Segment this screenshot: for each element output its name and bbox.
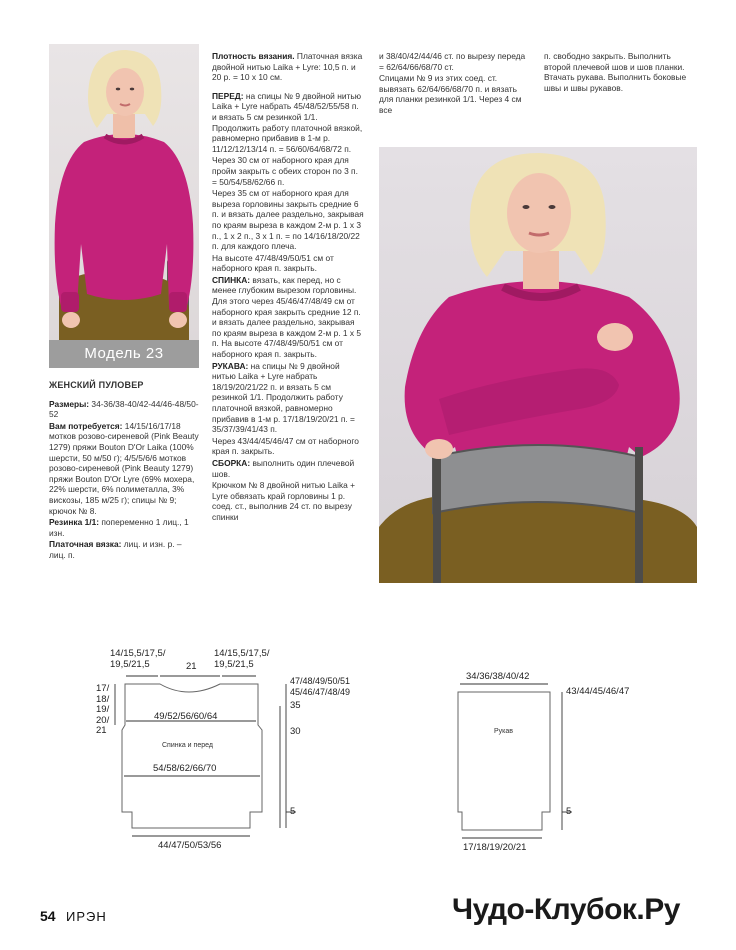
garter-text: лиц. и изн. р. – лиц. п. — [49, 539, 182, 560]
chest-width-2-dim: 54/58/62/66/70 — [153, 763, 217, 774]
armhole-paragraph: Через 30 см от наборного края для пройм закрыть с обеих сторон по 3 п. = 50/54/58/62/66 п. — [212, 155, 358, 187]
placket-paragraph: Спицами № 9 из этих соед. ст. вывязать 62/64/66/68/70 п. и вязать для планки резинкой 1/1. Через 4 см все — [379, 73, 522, 115]
sleeve-text: на спицы № 9 двойной нитью Laika + Lyre набрать 18/19/20/21/22 п. и вязать 5 см резинкой 1/1. Продолжить работу платочной вязкой, равномерно прибавив в 1-м р. 17/18/19/20/21 п. = 35/37/39/41/43 п. — [212, 360, 355, 435]
materials-label: Вам потребуется: — [49, 420, 123, 431]
density-text: Платочная вязка двойной нитью Laika + Lyre: 10,5 п. и 20 р. = 10 x 10 см. — [212, 51, 363, 83]
height-35-dim: 35 — [290, 700, 301, 711]
sleeve-piece-label: Рукав — [494, 728, 513, 735]
density-label: Плотность вязания. — [212, 51, 295, 61]
model-caption: Модель 23 — [49, 340, 199, 368]
front-bindoff-paragraph: На высоте 47/48/49/50/51 см от наборного края п. закрыть. — [212, 252, 334, 274]
model-photo-small — [49, 44, 199, 368]
neckline-paragraph: Через 35 см от наборного края для выреза горловины закрыть средние 6 п. и вязать далее раздельно, закрывая по краям выреза в каждом 2-м р. 1 x 3 п., 1 x 2 п., 3 x 1 п. = по 14/16/18/20/22 п. для каждого плеча. — [212, 188, 364, 252]
text-column-1 — [49, 380, 199, 562]
rib-text: попеременно 1 лиц., 1 изн. — [49, 517, 189, 538]
materials-paragraph — [49, 421, 199, 516]
rib-paragraph — [49, 517, 199, 538]
text-column-4 — [544, 51, 696, 94]
assembly-paragraph — [212, 458, 364, 479]
assembly-label: СБОРКА: — [212, 457, 251, 468]
model-photo-large — [379, 147, 697, 583]
shoulder-left-dim — [110, 648, 165, 670]
back-paragraph — [212, 275, 364, 360]
sleeve-label: РУКАВА: — [212, 360, 249, 371]
sizes-paragraph — [49, 399, 199, 420]
sleeve-bottom-width-dim: 17/18/19/20/21 — [463, 842, 527, 853]
text-column-3 — [379, 51, 531, 117]
sleeve-schematic-outline — [458, 692, 550, 830]
front-paragraph — [212, 91, 364, 155]
assembly-text: выполнить один плечевой шов. — [212, 457, 355, 479]
materials-text: 14/15/16/17/18 мотков розово-сиреневой (Pink Beauty 1279) пряжи Bouton D'Or Laika (100% шерсти, 50 м/50 г); 4/5/5/6/6 мотков розово-сиреневой (Pink Beauty 1279) пряжи Bouton D'Or Lyre (69% мохера, 22% шерсти, 6% полиметаллa, 3% вискозы, 185 м/25 г); спицы № 9; крючок № 8. — [49, 420, 199, 516]
sizes-label: Размеры: — [49, 398, 90, 409]
total-height-2-dim: 45/46/47/48/49 — [290, 687, 351, 697]
site-watermark: Чудо-Клубок.Ру — [452, 893, 680, 926]
bottom-width-dim: 44/47/50/53/56 — [158, 840, 222, 851]
sleeve-top-width-dim: 34/36/38/40/42 — [466, 671, 530, 682]
height-5-dim: 5 — [290, 806, 296, 817]
armhole-height-text: 17/ 18/ 19/ 20/ 21 — [96, 683, 110, 736]
garter-label: Платочная вязка: — [49, 539, 122, 550]
crochet-edge-paragraph: Крючком № 8 двойной нитью Laika + Lyre обвязать край горловины 1 р. соед. ст., выполнив 24 ст. по вырезу спинки — [212, 480, 356, 522]
shoulder-right-text: 14/15,5/17,5/ 19,5/21,5 — [214, 648, 270, 670]
density-paragraph — [212, 51, 364, 83]
page-number: 54 — [40, 908, 56, 924]
body-piece-label: Спинка и перед — [162, 742, 213, 749]
text-column-2 — [212, 51, 364, 524]
total-height-1-dim: 47/48/49/50/51 — [290, 676, 351, 686]
rib-label: Резинка 1/1: — [49, 517, 100, 528]
back-label: СПИНКА: — [212, 274, 251, 285]
magazine-name: ИРЭН — [66, 909, 107, 924]
pattern-title: ЖЕНСКИЙ ПУЛОВЕР — [49, 380, 144, 390]
sleeve-height-dim: 43/44/45/46/47 — [566, 686, 630, 697]
garter-paragraph — [49, 539, 199, 560]
finishing-paragraph: п. свободно закрыть. Выполнить второй плечевой шов и шов планки. Втачать рукава. Выполнить боковые швы и швы рукавов. — [544, 51, 687, 93]
front-label: ПЕРЕД: — [212, 90, 244, 101]
sizes-text: 34-36/38-40/42-44/46-48/50-52 — [49, 398, 199, 420]
armhole-height-dim — [96, 684, 109, 737]
front-text: на спицы № 9 двойной нитью Laika + Lyre набрать 45/48/52/55/58 п. и вязать 5 см резинкой 1/1. Продолжить работу платочной вязкой, равномерно прибавив в 1-м р. 11/12/12/13/14 п. = 56/60/64/68/72 п. — [212, 90, 363, 154]
back-text: вязать, как перед, но с менее глубоким вырезом горловины. Для этого через 45/46/47/48/49 см от наборного края закрыть средние 12 п. и вязать далее раздельно, закрывая по краям выреза в каждом 2-м р. 1 x 5 п. На высоте 47/48/49/50/51 см от наборного края п. закрыть. — [212, 274, 362, 360]
height-30-dim: 30 — [290, 726, 301, 737]
sleeve-height-5-dim: 5 — [566, 806, 572, 817]
sleeve-paragraph — [212, 361, 364, 435]
body-schematic-outline — [122, 684, 262, 828]
model-photo-large-illustration — [379, 147, 697, 583]
neck-stitches-paragraph: и 38/40/42/44/46 ст. по вырезу переда = 62/64/66/68/70 ст. — [379, 51, 526, 72]
shoulder-right-dim — [214, 648, 269, 670]
model-photo-small-illustration — [49, 44, 199, 368]
neck-width-dim: 21 — [186, 661, 197, 672]
shoulder-left-text: 14/15,5/17,5/ 19,5/21,5 — [110, 648, 166, 670]
chest-width-1-dim: 49/52/56/60/64 — [154, 711, 218, 722]
sleeve-bindoff-paragraph: Через 43/44/45/46/47 см от наборного края п. закрыть. — [212, 435, 359, 457]
